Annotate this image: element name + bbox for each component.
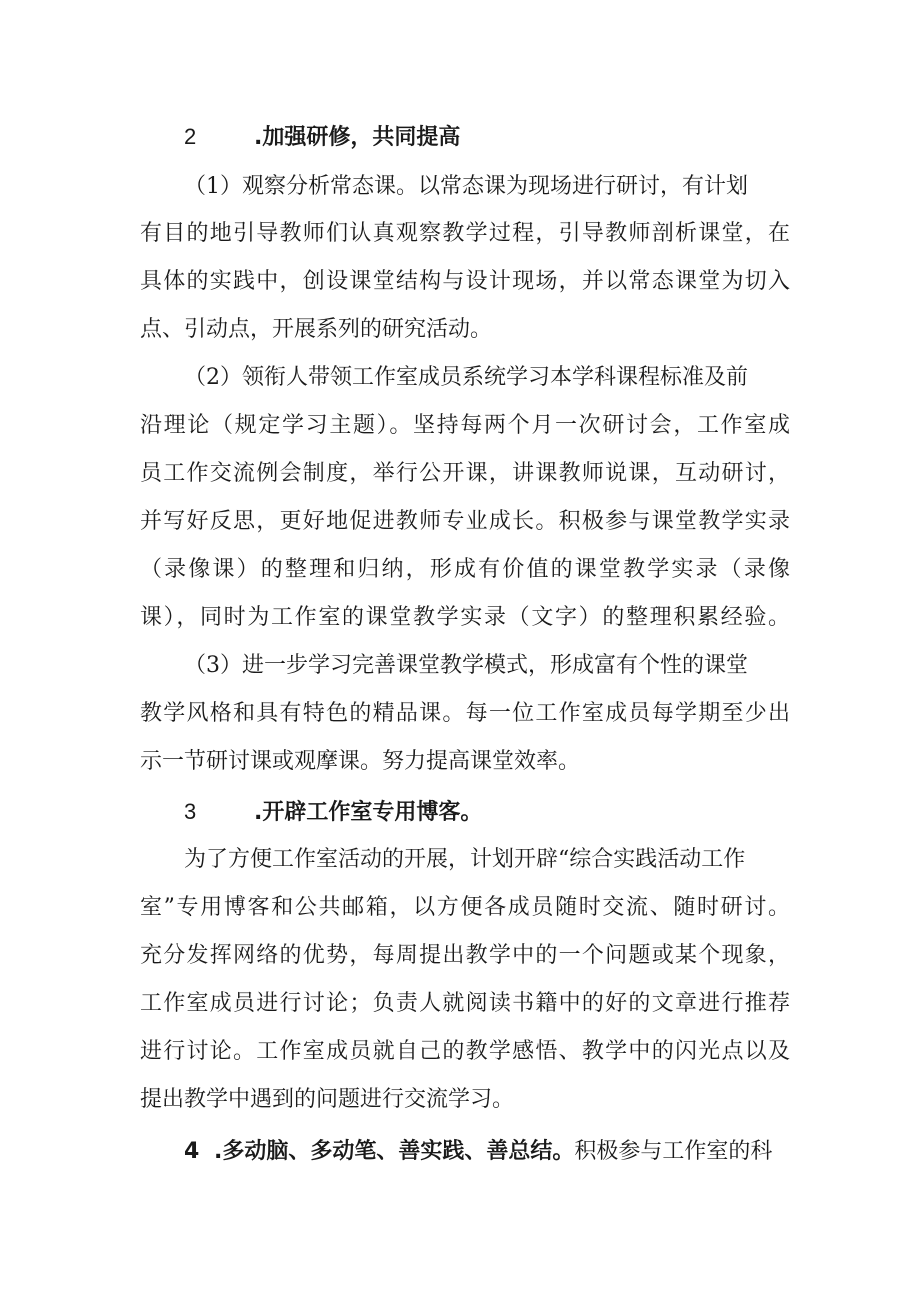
section-4-text: 积极参与工作室的科	[574, 1139, 773, 1164]
section-2-heading	[184, 122, 460, 153]
section-4-line	[184, 1137, 772, 1167]
para-3-line-1: （3）进一步学习完善课堂教学模式，形成富有个性的课堂	[184, 653, 748, 678]
para-2-line-3: 员工作交流例会制度，举行公开课，讲课教师说课，互动研讨，	[140, 461, 790, 486]
para-2-line-2: 沿理论（规定学习主题）。坚持每两个月一次研讨会，工作室成	[140, 413, 790, 438]
section-3-title: .开辟工作室专用博客。	[254, 800, 483, 825]
section-2-title: .加强研修，共同提高	[254, 125, 461, 150]
section-4-number: 4	[184, 1139, 200, 1164]
section-4-title: .多动脑、多动笔、善实践、善总结。	[214, 1139, 575, 1164]
para-4-line-1: 为了方便工作室活动的开展，计划开辟“综合实践活动工作	[184, 847, 746, 872]
para-1-line-4: 点、引动点，开展系列的研究活动。	[140, 317, 493, 342]
para-2-line-1: （2）领衔人带领工作室成员系统学习本学科课程标准及前	[184, 365, 748, 390]
section-3-heading	[184, 797, 482, 828]
para-3-line-3: 示一节研讨课或观摩课。努力提高课堂效率。	[140, 749, 581, 774]
para-4-line-6: 提出教学中遇到的问题进行交流学习。	[140, 1087, 515, 1112]
para-4-line-5: 进行讨论。工作室成员就自己的教学感悟、教学中的闪光点以及	[140, 1039, 790, 1064]
para-4-line-3: 充分发挥网络的优势，每周提出教学中的一个问题或某个现象，	[140, 943, 790, 968]
section-2-number: 2	[184, 124, 197, 149]
para-2-line-5: （录像课）的整理和归纳，形成有价值的课堂教学实录（录像	[140, 557, 790, 582]
para-4-line-4: 工作室成员进行讨论；负责人就阅读书籍中的好的文章进行推荐	[140, 991, 790, 1016]
para-1-line-1: （1）观察分析常态课。以常态课为现场进行研讨，有计划	[184, 174, 748, 199]
para-2-line-4: 并写好反思，更好地促进教师专业成长。积极参与课堂教学实录	[140, 509, 790, 534]
para-3-line-2: 教学风格和具有特色的精品课。每一位工作室成员每学期至少出	[140, 701, 790, 726]
section-3-number: 3	[184, 799, 197, 824]
para-4-line-2: 室”专用博客和公共邮箱，以方便各成员随时交流、随时研讨。	[140, 895, 790, 920]
para-2-line-6: 课），同时为工作室的课堂教学实录（文字）的整理积累经验。	[140, 605, 790, 630]
para-1-line-2: 有目的地引导教师们认真观察教学过程，引导教师剖析课堂，在	[140, 221, 790, 246]
para-1-line-3: 具体的实践中，创设课堂结构与设计现场，并以常态课堂为切入	[140, 269, 790, 294]
